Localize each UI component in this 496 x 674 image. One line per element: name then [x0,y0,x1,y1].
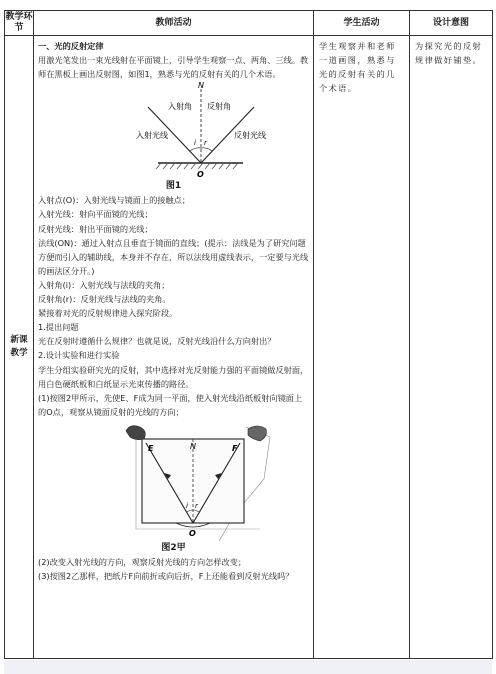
figure-2 [38,419,309,541]
step2-item-3: (3)按图2乙那样，把纸片F向前折或向后折，F上还能看到反射光线吗？ [38,571,294,582]
figure-2-caption: 图2甲 [161,542,186,553]
fig1-label-i: i [194,139,196,148]
lesson-plan-table [4,10,493,659]
transition-text: 紧接着对光的反射规律进入探究阶段。 [38,308,178,319]
term-incident-point: 入射点(O)：入射光线与镜面上的接触点； [38,195,191,206]
figure-1-caption: 图1 [165,181,182,192]
reflection-diagram-1 [38,81,310,179]
fig2-label-r: r [195,501,198,510]
step2-title: 2.设计实验和进行实验 [38,350,120,361]
step2-item-2: (2)改变入射光线的方向，观察反射光线的方向怎样改变； [38,556,247,567]
term-incident-ray: 入射光线：射向平面镜的光线； [38,209,153,220]
term-reflected-ray: 反射光线：射出平面镜的光线； [38,223,153,234]
term-reflection-angle: 反射角(r)：反射光线与法线的夹角。 [38,294,171,305]
header-student-activity: 学生活动 [314,11,410,36]
fig1-label-r: r [204,139,207,148]
stage-cell [5,36,34,659]
design-intent-text: 为探究光的反射规律做好铺垫。 [415,41,483,66]
fig1-label-reflect-angle: 反射角 [207,102,231,112]
header-design-intent: 设计意图 [410,11,493,36]
table-header-row [5,11,493,36]
step2-item-1: (1)按图2甲所示，先使E、F成为同一平面，使入射光线沿纸板射向镜面上的O点，观察从镜面反射的光线的方向； [38,392,303,417]
reflection-diagram-2 [38,419,310,541]
student-activity-cell [314,36,410,659]
fig1-label-incident-angle: 入射角 [168,102,192,112]
fig2-label-o: O [189,528,196,538]
step2-text: 学生分组实验研究光的反射，其中选择对光反射能力强的平面镜做反射面，用白色硬纸板和白纸显示光束传播的路径。 [38,364,309,389]
teacher-activity-cell [34,36,314,659]
fig2-label-e: E [148,443,154,453]
student-activity-text: 学生观察并和老师一道画图，熟悉与光的反射有关的几个术语。 [319,41,396,94]
term-normal: 法线(ON)：通过入射点且垂直于镜面的直线；(提示：法线是为了研究问题方便而引入的辅助线，本身并不存在，所以法线用虚线表示，一定要与光线的画法区分开。) [38,237,309,276]
fig2-label-i: i [186,501,188,510]
table-row [5,36,493,659]
term-incident-angle: 入射角(i)：入射光线与法线的夹角； [38,279,170,290]
stage-label: 新课教学 [10,335,28,358]
step1-title: 1.提出问题 [38,322,79,333]
fig2-label-f: F [232,443,238,453]
intro-paragraph: 用激光笔发出一束光线射在平面镜上，引导学生观察一点、两角、三线。教师在黑板上画出反射图，如图1，熟悉与光的反射有关的几个术语。 [38,55,309,80]
design-intent-cell [410,36,493,659]
fig1-label-reflect-ray: 反射光线 [234,131,266,141]
page-footer-strip [4,660,492,674]
header-teacher-activity: 教师活动 [34,11,314,36]
step1-question: 光在反射时遵循什么规律？也就是说，反射光线沿什么方向射出？ [38,336,276,347]
figure-1 [38,81,309,179]
section-title: 一、光的反射定律 [38,41,104,51]
header-stage: 教学环节 [5,11,34,36]
fig1-label-incident-ray: 入射光线 [136,131,168,141]
fig1-label-n: N [198,81,204,91]
fig1-label-o: O [197,170,204,180]
fig2-label-n: N [190,441,196,451]
